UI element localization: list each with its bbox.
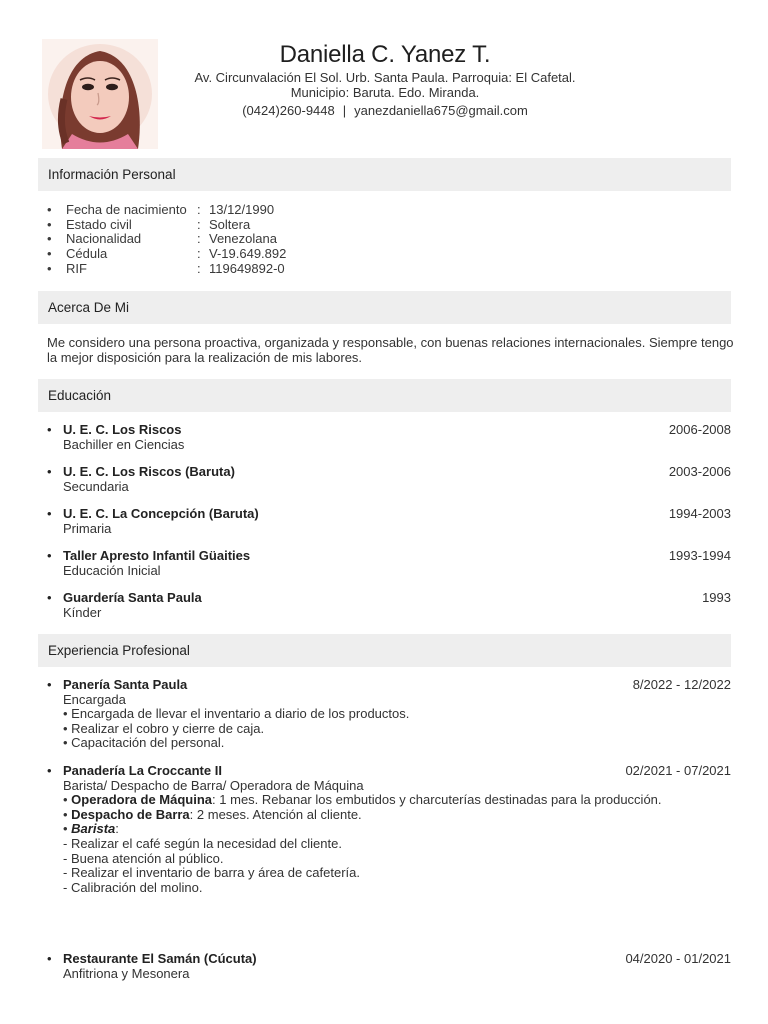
address-line-2: Municipio: Baruta. Edo. Miranda. [290, 85, 480, 100]
school-name: • U. E. C. La Concepción (Baruta) [47, 507, 259, 522]
duty-item: • Capacitación del personal. [63, 735, 225, 751]
company-name: • Panería Santa Paula [47, 678, 187, 693]
duty-item: - Realizar el café según la necesidad del cliente. [63, 835, 342, 851]
personal-label: RIF [66, 260, 87, 276]
school-name: • U. E. C. Los Riscos [47, 423, 181, 438]
education-degree: Primaria [63, 520, 112, 536]
resume-header [170, 40, 600, 118]
experience-entry [47, 678, 731, 751]
personal-value: 13/12/1990 [209, 202, 275, 217]
personal-label: Cédula [66, 246, 108, 262]
company-name: • Panadería La Croccante II [47, 764, 222, 779]
duty-item: • Operadora de Máquina: 1 mes. Rebanar los embutidos y charcuterías destinadas para la producción. [63, 792, 662, 808]
school-name: • Guardería Santa Paula [47, 591, 202, 606]
company-name: • Restaurante El Samán (Cúcuta) [47, 952, 257, 967]
duty-item: • Realizar el cobro y cierre de caja. [63, 720, 265, 736]
job-role: Encargada [63, 691, 126, 707]
personal-label: Nacionalidad [66, 231, 142, 247]
education-degree: Bachiller en Ciencias [63, 436, 185, 452]
duty-term: Operadora de Máquina [71, 792, 213, 808]
personal-value: Soltera [209, 216, 251, 232]
education-entry [47, 465, 731, 494]
profile-photo [42, 39, 158, 149]
personal-label: Estado civil [66, 216, 132, 232]
experience-entry [47, 952, 731, 981]
list-item: • RIF : 119649892-0 [47, 260, 285, 276]
personal-value: V-19.649.892 [209, 246, 287, 262]
education-years: 1994-2003 [668, 506, 731, 521]
duty-term: Despacho de Barra [71, 806, 190, 822]
personal-label: Fecha de nacimiento [66, 202, 187, 217]
section-header-about: Acerca De Mi [38, 291, 731, 324]
list-item: • Fecha de nacimiento : 13/12/1990 [47, 202, 275, 217]
section-header-personal: Información Personal [38, 158, 731, 191]
experience-dates: 04/2020 - 01/2021 [625, 951, 731, 966]
duty-item: - Buena atención al público. [63, 850, 224, 866]
experience-entry [47, 764, 731, 895]
phone-number: (0424)260-9448 [242, 103, 335, 118]
duty-item: - Realizar el inventario de barra y área de cafetería. [63, 865, 360, 881]
email-address: yanezdaniella675@gmail.com [354, 103, 528, 118]
list-item: • Nacionalidad : Venezolana [47, 231, 277, 247]
duty-item: • Encargada de llevar el inventario a diario de los productos. [63, 706, 410, 722]
experience-dates: 02/2021 - 07/2021 [625, 763, 731, 778]
experience-dates: 8/2022 - 12/2022 [632, 677, 731, 692]
duty-item: • Barista: [63, 821, 119, 837]
duty-item: • Despacho de Barra: 2 meses. Atención al cliente. [63, 806, 362, 822]
list-item: • Cédula : V-19.649.892 [47, 246, 287, 262]
education-years: 2006-2008 [668, 422, 731, 437]
duty-item: - Calibración del molino. [63, 879, 203, 895]
education-entry [47, 591, 731, 620]
section-header-education: Educación [38, 379, 731, 412]
contact-line [170, 103, 600, 118]
list-item: • Estado civil : Soltera [47, 216, 251, 232]
job-role: Anfitriona y Mesonera [63, 965, 190, 981]
education-entry [47, 549, 731, 578]
education-entry [47, 423, 731, 452]
education-degree: Secundaria [63, 478, 129, 494]
education-years: 1993 [702, 590, 731, 605]
education-degree: Educación Inicial [63, 562, 161, 578]
education-years: 2003-2006 [668, 464, 731, 479]
section-header-experience: Experiencia Profesional [38, 634, 731, 667]
about-text: Me considero una persona proactiva, organizada y responsable, con buenas relaciones internacionales. Siempre tengo la mejor disposición para la realización de mis labores. [47, 335, 734, 365]
full-name: Daniella C. Yanez T. [279, 41, 491, 68]
job-role: Barista/ Despacho de Barra/ Operadora de Máquina [63, 777, 364, 793]
contact-separator: | [342, 103, 347, 118]
education-years: 1993-1994 [668, 548, 731, 563]
school-name: • Taller Apresto Infantil Güaities [47, 549, 250, 564]
personal-value: 119649892-0 [209, 260, 285, 276]
school-name: • U. E. C. Los Riscos (Baruta) [47, 465, 235, 480]
personal-info-list [47, 203, 286, 277]
education-entry [47, 507, 731, 536]
address-line-1: Av. Circunvalación El Sol. Urb. Santa Paula. Parroquia: El Cafetal. [194, 70, 576, 85]
duty-term: Barista [71, 821, 116, 837]
education-degree: Kínder [63, 604, 102, 620]
personal-value: Venezolana [209, 231, 277, 247]
